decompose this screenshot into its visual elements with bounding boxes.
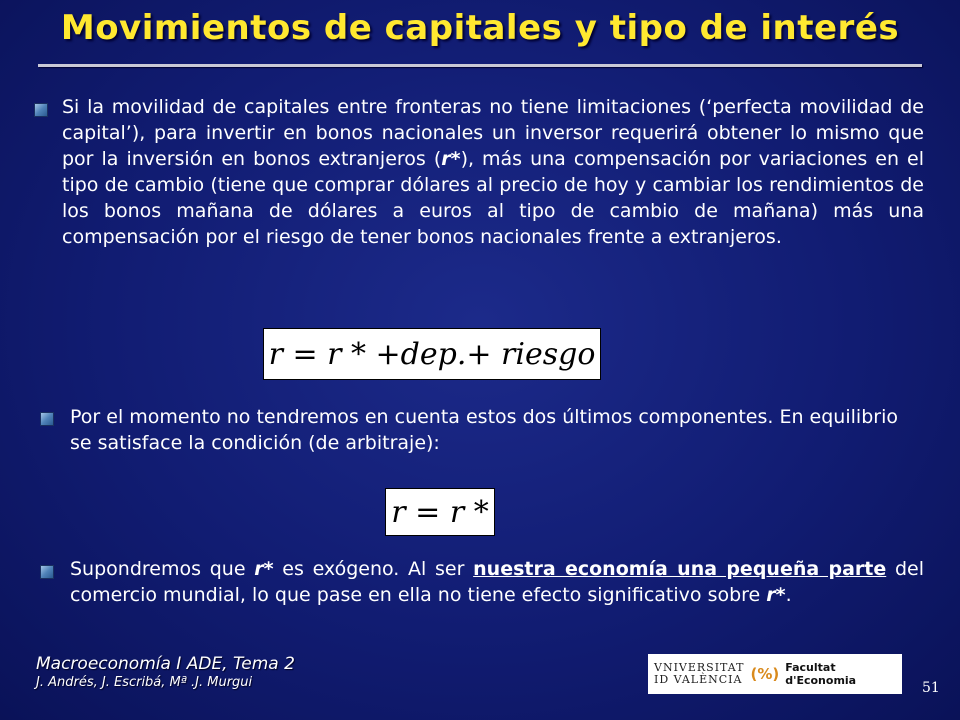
university-line-2: ID VALÈNCIA <box>654 673 743 686</box>
footer-course: Macroeconomía I ADE, Tema 2 <box>36 654 295 674</box>
bullet-3-segment: del comercio mundial, lo que pase en ella no tiene efecto significativo sobre <box>70 558 924 606</box>
bullet-3-segment <box>473 558 886 580</box>
slide-title: Movimientos de capitales y tipo de interés <box>60 8 900 48</box>
title-divider <box>38 64 922 67</box>
university-logo <box>648 654 902 694</box>
emphasis-rstar: r* <box>254 558 274 580</box>
bullet-text-3 <box>70 556 924 608</box>
bullet-3-segment: Supondremos que <box>70 558 255 580</box>
bullet-icon-2 <box>40 412 54 426</box>
university-name <box>654 662 744 686</box>
bullet-1-segment: Si la movilidad de capitales entre fronteras no tiene limitaciones (‘perfecta movilidad de capital’), para invertir en bonos nacionales un inversor requerirá obtener lo mismo que por la inversión en bonos extranjeros ( <box>62 96 924 170</box>
footer-authors: J. Andrés, J. Escribá, Mª .J. Murgui <box>36 675 253 690</box>
formula-parity-risk-text: r = r * +dep.+ riesgo <box>268 336 596 372</box>
bullet-icon-3 <box>40 565 54 579</box>
emphasis-small-economy: nuestra economía una pequeña parte <box>473 558 887 580</box>
bullet-text-1 <box>62 94 924 250</box>
bullet-3-segment <box>254 558 273 580</box>
emphasis-rstar: r* <box>441 148 461 170</box>
bullet-3-segment: . <box>785 584 792 606</box>
formula-arbitrage <box>385 488 495 536</box>
university-line-1: VNIVERSITAT <box>654 661 745 674</box>
formula-parity-risk <box>263 328 601 380</box>
bullet-2-segment: Por el momento no tendremos en cuenta estos dos últimos componentes. En equilibrio se satisface la condición (de arbitraje): <box>70 406 898 454</box>
bullet-3-segment <box>766 584 785 606</box>
formula-arbitrage-text: r = r * <box>391 494 489 530</box>
faculty-name: Facultat d'Economia <box>785 661 857 687</box>
emphasis-rstar: r* <box>766 584 786 606</box>
bullet-text-2 <box>70 404 910 456</box>
bullet-3-segment: es exógeno. Al ser <box>273 558 474 580</box>
bullet-icon-1 <box>34 103 48 117</box>
bullet-1-segment <box>441 148 460 170</box>
footer-credits <box>36 654 295 692</box>
faculty-symbol-icon: (%) <box>750 665 780 683</box>
bullet-1-segment: ), más una compensación por variaciones en el tipo de cambio (tiene que comprar dólares al precio de hoy y cambiar los rendimientos de los bonos mañana de dólares a euros al tipo de cambio de mañana) más una compensación por el riesgo de tener bonos nacionales frente a extranjeros. <box>62 148 924 248</box>
page-number: 51 <box>922 680 940 696</box>
